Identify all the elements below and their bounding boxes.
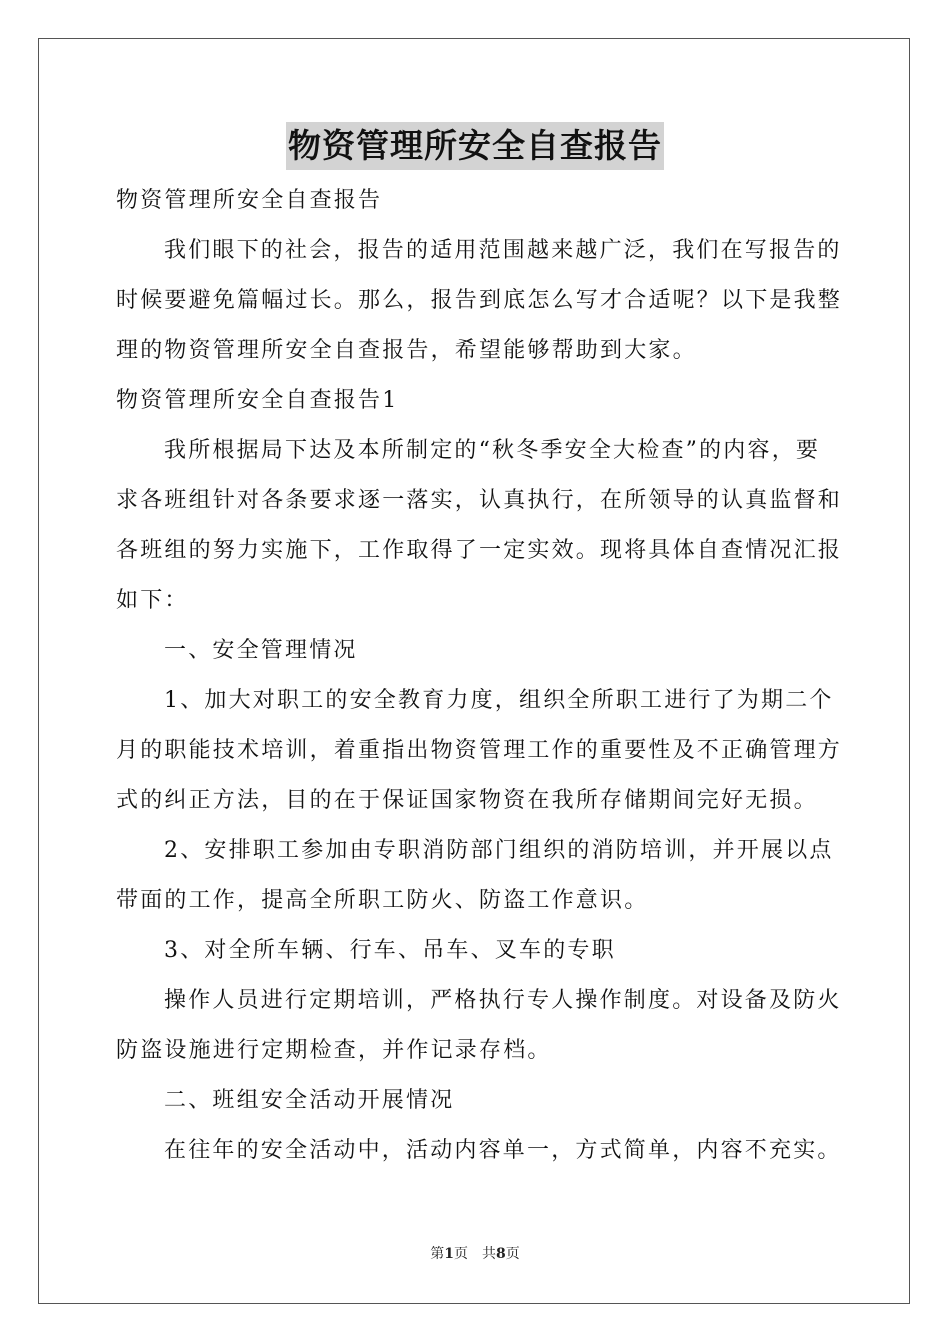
paragraph-line: 1、加大对职工的安全教育力度，组织全所职工进行了为期二个 bbox=[164, 688, 834, 713]
footer-page-suffix: 页 bbox=[505, 1246, 520, 1262]
footer-page-total: 8 bbox=[496, 1246, 506, 1262]
subsection-heading: 一、安全管理情况 bbox=[164, 638, 358, 663]
footer-page-prefix: 第 bbox=[430, 1246, 445, 1262]
subsection-heading: 二、班组安全活动开展情况 bbox=[164, 1088, 455, 1113]
paragraph-line: 3、对全所车辆、行车、吊车、叉车的专职 bbox=[164, 938, 616, 963]
paragraph-line: 我所根据局下达及本所制定的“秋冬季安全大检查”的内容，要 bbox=[164, 438, 821, 463]
document-title: 物资管理所安全自查报告 bbox=[286, 122, 664, 170]
paragraph-line: 时候要避免篇幅过长。那么，报告到底怎么写才合适呢？以下是我整 bbox=[116, 288, 843, 313]
paragraph-line: 带面的工作，提高全所职工防火、防盗工作意识。 bbox=[116, 888, 649, 913]
paragraph-line: 各班组的努力实施下，工作取得了一定实效。现将具体自查情况汇报 bbox=[116, 538, 843, 563]
paragraph-line: 如下： bbox=[116, 588, 189, 613]
paragraph-line: 我们眼下的社会，报告的适用范围越来越广泛，我们在写报告的 bbox=[164, 238, 842, 263]
page-footer bbox=[0, 1244, 950, 1264]
paragraph-line: 理的物资管理所安全自查报告，希望能够帮助到大家。 bbox=[116, 338, 697, 363]
subtitle-line: 物资管理所安全自查报告 bbox=[116, 188, 383, 213]
paragraph-line: 防盗设施进行定期检查，并作记录存档。 bbox=[116, 1038, 552, 1063]
footer-page-mid: 页 共 bbox=[454, 1246, 496, 1262]
paragraph-line: 在往年的安全活动中，活动内容单一，方式简单，内容不充实。 bbox=[164, 1138, 842, 1163]
paragraph-line: 月的职能技术培训，着重指出物资管理工作的重要性及不正确管理方 bbox=[116, 738, 843, 763]
footer-page-current: 1 bbox=[444, 1246, 454, 1262]
section-heading: 物资管理所安全自查报告1 bbox=[116, 388, 399, 413]
paragraph-line: 2、安排职工参加由专职消防部门组织的消防培训，并开展以点 bbox=[164, 838, 834, 863]
title-container bbox=[0, 122, 950, 170]
paragraph-line: 式的纠正方法，目的在于保证国家物资在我所存储期间完好无损。 bbox=[116, 788, 818, 813]
paragraph-line: 操作人员进行定期培训，严格执行专人操作制度。对设备及防火 bbox=[164, 988, 842, 1013]
paragraph-line: 求各班组针对各条要求逐一落实，认真执行，在所领导的认真监督和 bbox=[116, 488, 843, 513]
